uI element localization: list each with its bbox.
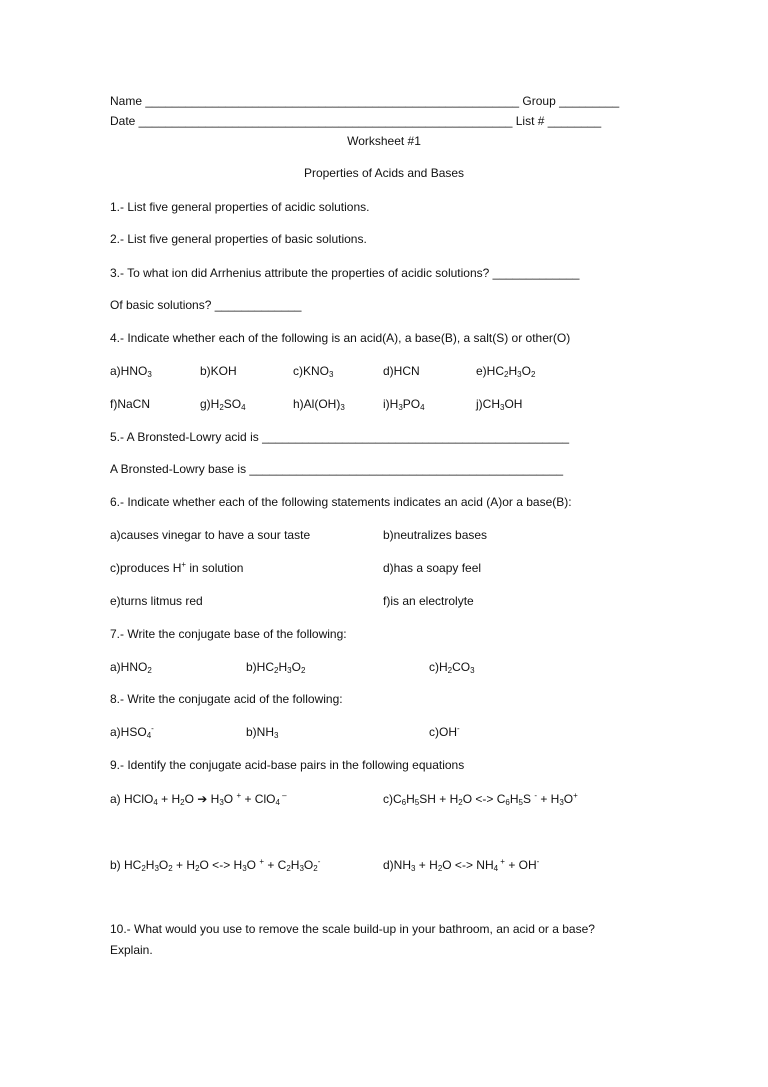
q4-item-d: d)HCN <box>383 364 420 378</box>
question-10-explain: Explain. <box>110 943 153 957</box>
q7-item-b: $b)HC_2H_3O_2$ <box>246 660 306 675</box>
q7-item-c: $c)H_2CO_3$ <box>429 660 475 675</box>
question-5-base: A Bronsted-Lowry base is _______________________________________________ <box>110 462 564 476</box>
question-4-prompt: 4.- Indicate whether each of the following is an acid(A), a base(B), a salt(S) or other(O) <box>110 331 571 345</box>
q9-equation-d: $d)NH_3 + H_2O$ <-> $NH_4$ + + OH- <box>383 857 540 873</box>
q4-item-b: b)KOH <box>200 364 237 378</box>
q4-item-c: $c)KNO_3$ <box>293 364 334 379</box>
q8-item-a: $a)HSO_4^-$ <box>110 724 154 740</box>
question-10: 10.- What would you use to remove the scale build-up in your bathroom, an acid or a base? <box>110 922 595 936</box>
q8-item-b: $b)NH_3$ <box>246 725 279 740</box>
q9-equation-c: $c)C_6H_5SH + H_2O$ <-> $C_6H_5S$ $^- + H_3O^+$ <box>383 791 578 807</box>
q4-item-f: f)NaCN <box>110 397 151 411</box>
question-2: 2.- List five general properties of basic solutions. <box>110 232 367 246</box>
name-line[interactable]: Name ________________________________________________________ Group _________ <box>110 94 620 108</box>
q6-item-d: d)has a soapy feel <box>383 561 482 575</box>
question-6-prompt: 6.- Indicate whether each of the following statements indicates an acid (A)or a base(B): <box>110 495 572 509</box>
q6-item-e: e)turns litmus red <box>110 594 203 608</box>
q4-item-g: $g)H_2SO_4$ <box>200 397 246 412</box>
q4-item-j: $j)CH_3OH$ <box>476 397 523 412</box>
date-line[interactable]: Date ________________________________________________________ List # ________ <box>110 114 602 128</box>
q6-item-a: a)causes vinegar to have a sour taste <box>110 528 311 542</box>
question-3-basic: Of basic solutions? _____________ <box>110 298 302 312</box>
q4-item-i: $i)H_3PO_4$ <box>383 397 425 412</box>
question-9-prompt: 9.- Identify the conjugate acid-base pairs in the following equations <box>110 758 465 772</box>
q8-item-c: c)OH- <box>429 724 460 739</box>
worksheet-subtitle: Properties of Acids and Bases <box>303 166 465 180</box>
question-1: 1.- List five general properties of acidic solutions. <box>110 200 370 214</box>
right-arrow-icon: ➔ <box>197 792 208 806</box>
q6-item-c: c)produces H+ in solution <box>110 560 244 575</box>
q7-item-a: $a)HNO_2$ <box>110 660 152 675</box>
question-8-prompt: 8.- Write the conjugate acid of the following: <box>110 692 343 706</box>
q4-item-e: $e)HC_2H_3O_2$ <box>476 364 536 379</box>
q9-equation-b: b) $HC_2H_3O_2 + H_2O$ <-> $H_3O$ $^+ + C_2H_3O_2^-$ <box>110 857 321 873</box>
q4-item-a: $a)HNO_3$ <box>110 364 152 379</box>
q4-item-h: $h)Al(OH)_3$ <box>293 397 345 412</box>
q9-equation-a: a) HClO$_4$ + $H_2O$ ➔ $H_3O$ + + ClO$_4$ – <box>110 791 287 807</box>
q6-item-f: f)is an electrolyte <box>383 594 474 608</box>
worksheet-title: Worksheet #1 <box>347 134 421 148</box>
question-3: 3.- To what ion did Arrhenius attribute the properties of acidic solutions? _____________ <box>110 266 580 280</box>
question-7-prompt: 7.- Write the conjugate base of the following: <box>110 627 347 641</box>
question-5-acid: 5.- A Bronsted-Lowry acid is ______________________________________________ <box>110 430 570 444</box>
q6-item-b: b)neutralizes bases <box>383 528 488 542</box>
